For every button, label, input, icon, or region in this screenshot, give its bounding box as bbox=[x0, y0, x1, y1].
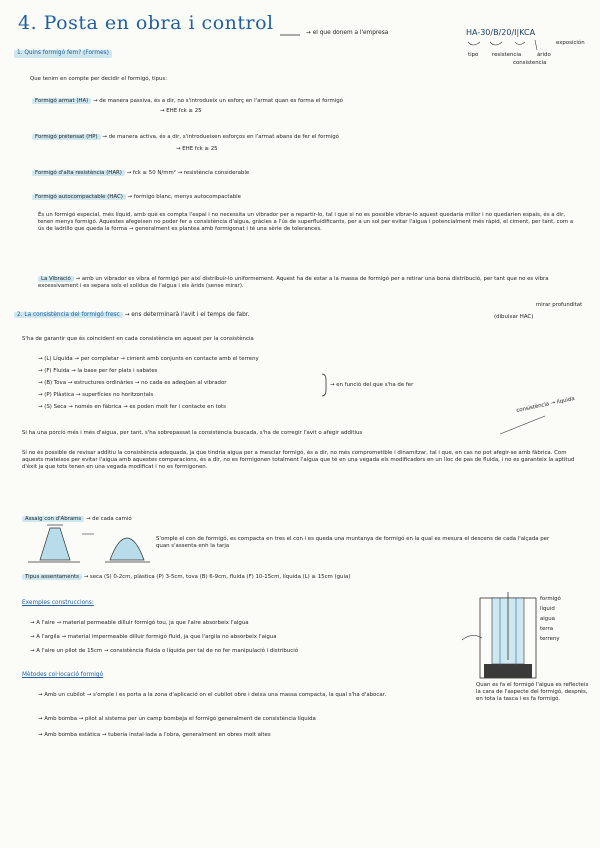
pile-figure-icon bbox=[462, 592, 536, 678]
s1-item-har-label: Formigó d'alta resistència (HAR) bbox=[32, 170, 125, 176]
code-label-consistencia: consistencia bbox=[513, 60, 547, 66]
concrete-code: HA-30/B/20/I|KCA bbox=[466, 28, 536, 37]
s4-item-1: → Amb un cubilot → s'omple i es porta a la zona d'aplicació on el cubilot obre i deixa una massa compacta, la qual s'ha d'abocar. bbox=[38, 692, 387, 698]
fig-label-formigo: formigó bbox=[540, 596, 561, 602]
s1-hac-paragraph: És un formigó especial, més líquid, amb què es compta l'espai i no necessita un vibrador per a repartir-lo, tal i que si no es possible vibrar-lo aquest quedaria millor i no quedarien espais, és a dir, tenen menys formigó. Aquestes afegeixen no poder fer a consistència d'aigua, gràcies a l'ús de superfluidificants, per a un sol per evitar l'aigua i potencialment més ràpid, el ciment, per tant, com a ús de ladrillo que queda la forma → generalment es plantea amb formigonat i té una sèrie de tolerances. bbox=[38, 212, 574, 233]
s1-item-ha-sub: → EHE fck ≥ 25 bbox=[160, 108, 202, 114]
abrams-cone-icon bbox=[28, 525, 150, 562]
s1-note-hac: (dibuixar HAC) bbox=[494, 314, 534, 320]
s2-tols-label: Tipus assentaments bbox=[22, 574, 82, 580]
s2-margin-note: consistència → líquida bbox=[515, 395, 576, 415]
bracket-icon bbox=[322, 374, 326, 396]
s2-intro: S'ha de garantir que és coincident en cada consistència en aquest per la consistència bbox=[22, 336, 254, 342]
code-label-arido: árido bbox=[537, 52, 551, 58]
s3-item-2: → A l'argila → material impermeable dilluir formigó fluid, ja que l'argila no absorbeix l'aigua bbox=[30, 634, 277, 640]
s2-tols-row bbox=[22, 574, 592, 581]
s1-item-hp-sub: → EHE fck ≥ 25 bbox=[176, 146, 218, 152]
s1-vibrat-label: La Vibració bbox=[38, 276, 74, 282]
s1-vibrat-text: → amb un vibrador es vibra el formigó per així distribuir-lo uniformement. Aquest ha de estar a la massa de formigó per a retirar una bona distribució, per tant que no es vibra excessivament i es separa sols el solidus de l'aigua i els àrids (sense mirar). bbox=[38, 276, 549, 290]
s2-cone-arrow: → de cada camió bbox=[85, 516, 132, 522]
s2-tols-text: → seca (S) 0-2cm, plàstica (P) 3-5cm, tova (B) 6-9cm, fluida (F) 10-15cm, líquida (L) ≥ 15cm (guia) bbox=[83, 574, 351, 580]
s2-types-note: → en funció del que s'ha de fer bbox=[330, 382, 414, 388]
s1-vibrat bbox=[38, 276, 574, 290]
code-label-resistencia: resistencia bbox=[492, 52, 522, 58]
code-label-tipo: tipo bbox=[468, 52, 479, 58]
s1-item-ha-label: Formigó armat (HA) bbox=[32, 98, 91, 104]
s2-cone-row bbox=[22, 516, 132, 523]
s1-item-har bbox=[32, 170, 572, 177]
header-arrow-text: → el que donem a l'empresa bbox=[306, 30, 389, 36]
s2-paragraph-1: Si ha una porció més i més d'aigua, per tant, s'ha sobrepassat la consistència buscada, s'ha de corregir l'avit o afegir additius bbox=[22, 430, 363, 436]
fig-label-aigua: aigua bbox=[540, 616, 555, 622]
s1-intro: Que tenim en compte per decidir el formigó, tipus: bbox=[30, 76, 168, 82]
section-3-heading: Exemples construccions: bbox=[22, 600, 94, 606]
code-brackets-icon bbox=[468, 40, 537, 50]
fig-label-terreny: terreny bbox=[540, 636, 560, 642]
s3-item-3: → A l'aire un pilot de 15cm → consistència fluida o líquida per tal de no fer manipulació i distribució bbox=[30, 648, 299, 654]
s1-item-har-text: → fck ≥ 50 N/mm² → resistència considerable bbox=[126, 170, 250, 176]
s1-note-right: mirar profunditat bbox=[536, 302, 583, 308]
page-title: 4. Posta en obra i control bbox=[18, 12, 274, 34]
s1-item-hac-label: Formigó autocompactable (HAC) bbox=[32, 194, 126, 200]
s1-item-ha bbox=[32, 98, 572, 105]
s4-item-3: → Amb bomba estàtica → tuberia instal·lada a l'obra, generalment en obres molt altes bbox=[38, 732, 271, 738]
s2-paragraph-2: Si no és possible de revisar additiu la consistència adequada, ja que tindria aigua per a mesclar formigó, és a dir, no més comprometible i dinamitzar, tal i que, en cas no pot afegir-se amb fàbrica. Com aquests mateixos per evitar l'aigua amb aquestes comparacions, és a dir, no es formigonen totalment l'aigua que té en una vegada els modificadors en un lloc de pas de fluida, i no es garanteix la aptitud d'èxit ja que tots tenen en una vegada modificat i no es formigonen. bbox=[22, 450, 575, 471]
s2-type-b: → (B) Tova → estructures ordinàries → no cada es adeqüen al vibrador bbox=[38, 380, 227, 386]
section-2-heading-row bbox=[14, 312, 249, 320]
section-2-heading: 2. La consistència del formigó fresc bbox=[14, 312, 123, 318]
s1-item-hp-text: → de manera activa, és a dir, s'introdueixen esforços en l'armat abans de fer el formigó bbox=[102, 134, 339, 140]
s4-item-2: → Amb bomba → pilot al sistema per un camp bombeja el formigó generalment de consistència líquida bbox=[38, 716, 316, 722]
section-2-heading-arrow: → ens determinarà l'avit i el temps de fabr. bbox=[124, 312, 250, 318]
s2-type-f: → (F) Fluida → la base per fer plats i sabates bbox=[38, 368, 158, 374]
s2-cone-label: Assaig con d'Abrams bbox=[22, 516, 84, 522]
s3-item-1: → A l'aire → material permeable dilluir formigó tou, ja que l'aire absorbeix l'aigua bbox=[30, 620, 249, 626]
s1-item-hac bbox=[32, 194, 572, 201]
s1-item-hp bbox=[32, 134, 572, 141]
s1-item-hp-label: Formigó pretensat (HP) bbox=[32, 134, 101, 140]
s2-type-p: → (P) Plàstica → superfícies no horitzontals bbox=[38, 392, 154, 398]
fig-caption: Quan es fa el formigó l'aigua es reflecteix la cara de l'aspecte del formigó, després, en tota la tasca i es fa formigó. bbox=[476, 682, 589, 703]
code-label-exposicion: exposición bbox=[556, 40, 585, 46]
fig-label-terra: terra bbox=[540, 626, 554, 632]
s1-item-ha-text: → de manera passiva, és a dir, no s'introdueix un esforç en l'armat quan es forma el formigó bbox=[92, 98, 343, 104]
fig-label-liquid: líquid bbox=[540, 606, 555, 612]
s2-cone-text: S'omple el con de formigó, es compacta en tres el con i es queda una muntanya de formigó en la qual es mesura el descens de cada l'alçada per quan s'assenta enh la tarja bbox=[156, 536, 550, 550]
s2-type-s: → (S) Seca → només en fàbrica → es poden molt fer i contacte en tots bbox=[38, 404, 226, 410]
section-1-heading: 1. Quins formigó fem? (Formes) bbox=[14, 50, 112, 58]
section-4-heading: Mètodes col·locació formigó bbox=[22, 672, 104, 678]
s2-type-l: → (L) Líquida → per completar → ciment amb conjunts en contacte amb el terreny bbox=[38, 356, 259, 362]
s1-item-hac-text: → formigó blanc, menys autocompactable bbox=[127, 194, 241, 200]
